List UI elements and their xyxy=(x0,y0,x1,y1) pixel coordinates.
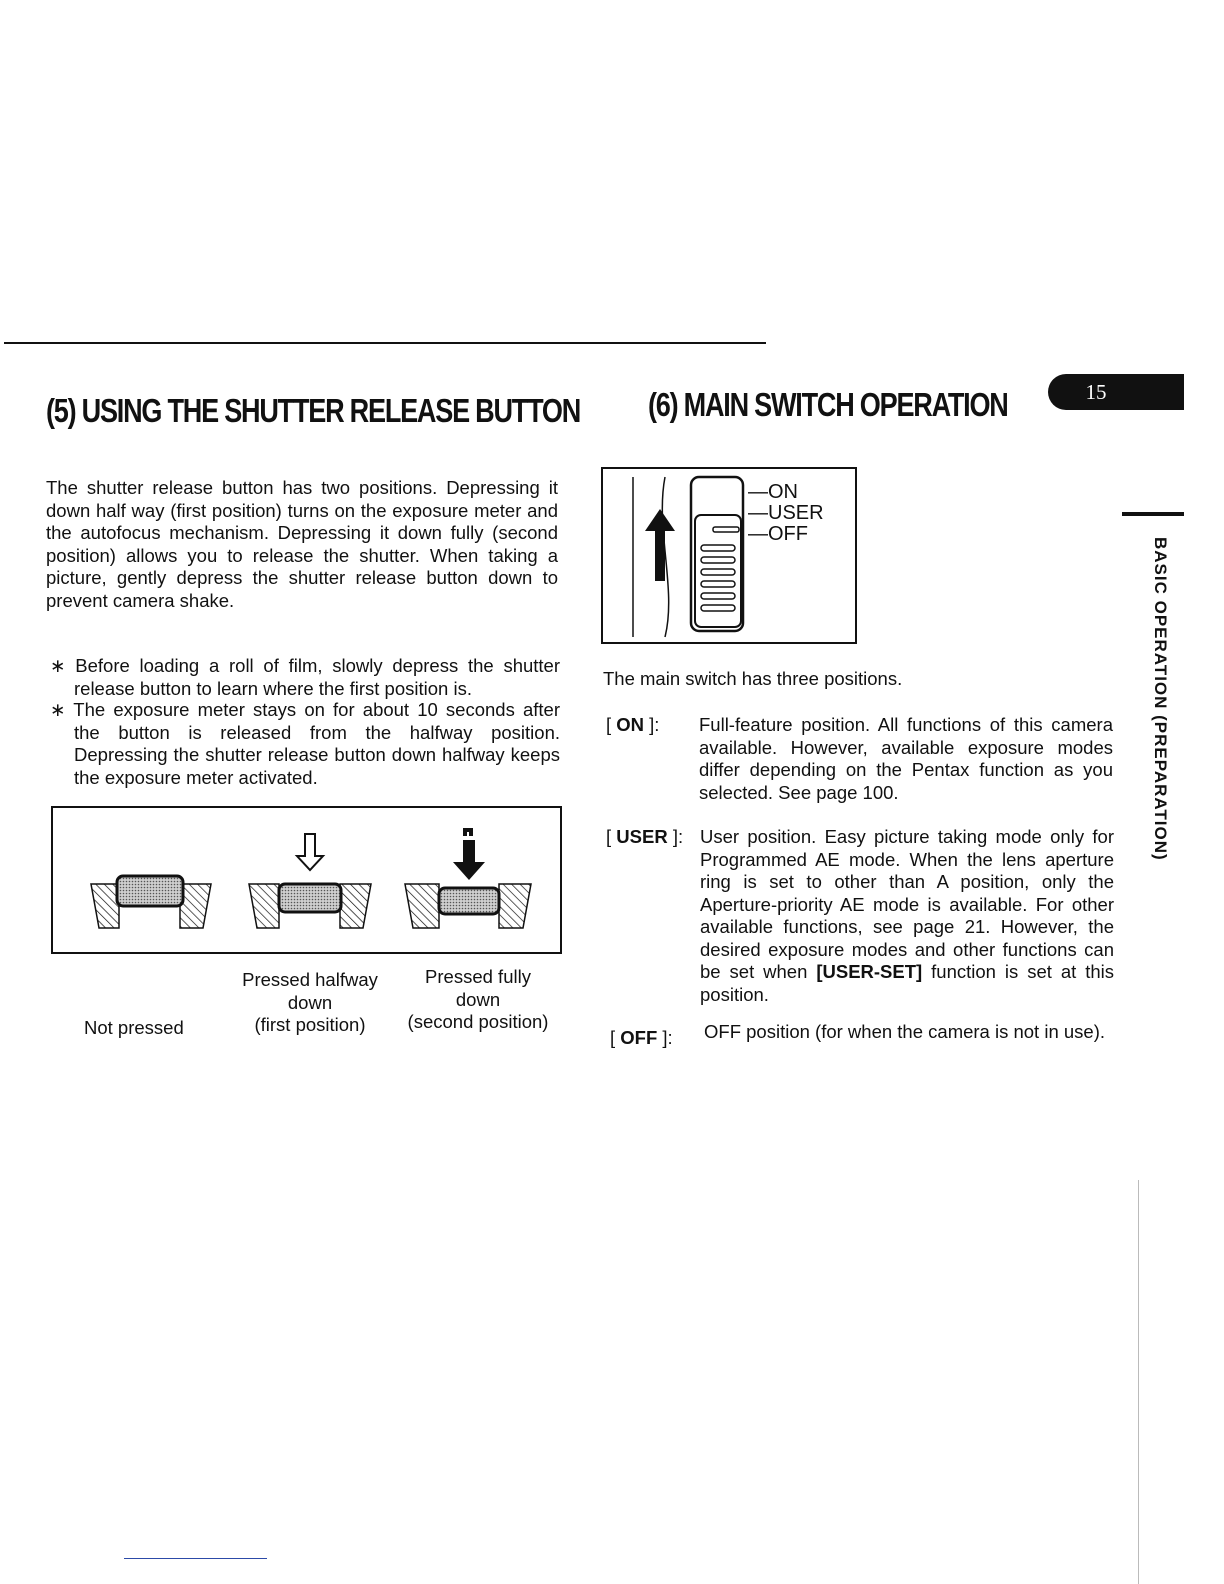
switch-position-labels xyxy=(748,482,824,545)
section6-intro: The main switch has three positions. xyxy=(603,668,903,689)
position-user-description xyxy=(700,826,1114,1006)
position-off-description: OFF position (for when the camera is not in use). xyxy=(704,1021,1106,1042)
caption-not-pressed: Not pressed xyxy=(84,1017,184,1038)
bracket-open: [ xyxy=(606,714,617,735)
caption-pressed-halfway xyxy=(226,969,394,1037)
caption-half-line-2: down xyxy=(287,991,333,1013)
section6-title: (6) MAIN SWITCH OPERATION xyxy=(648,386,1008,423)
position-user-key: USER xyxy=(616,826,668,847)
section5-title: (5) USING THE SHUTTER RELEASE BUTTON xyxy=(46,392,581,429)
caption-full-line-3: (second position) xyxy=(407,1011,549,1032)
bottom-rule xyxy=(124,1558,267,1559)
section5-note-1: ∗ Before loading a roll of film, slowly depress the shutter release button to learn where the first position is. xyxy=(50,655,560,699)
caption-half-line-3: (first position) xyxy=(254,1014,366,1035)
switch-label-off: —OFF xyxy=(748,523,808,545)
section5-note-2: ∗ The exposure meter stays on for about 10 seconds after the button is released from the halfway position. Depressing the shutter release button down halfway keeps the exposure meter activated. xyxy=(50,699,560,788)
bracket-close: ]: xyxy=(644,714,660,735)
caption-full-line-2: down xyxy=(455,988,501,1010)
section5-intro: The shutter release button has two positions. Depressing it down half way (first position) turns on the exposure meter and the autofocus mechanism. Depressing it down fully (second position) allows you to release the shutter. When taking a picture, gently depress the shutter release button down to prevent camera shake. xyxy=(46,477,558,611)
caption-full-line-1: Pressed fully xyxy=(425,966,531,987)
position-on-term xyxy=(606,714,659,737)
shutter-button-illustration xyxy=(53,808,560,952)
bracket-close: ]: xyxy=(667,826,684,847)
up-arrow-icon xyxy=(645,509,675,581)
position-user-term xyxy=(606,826,683,849)
switch-label-user: —USER xyxy=(748,502,824,524)
page-number: 15 xyxy=(1085,380,1107,404)
position-on-key: ON xyxy=(616,714,645,735)
position-off-term xyxy=(610,1027,673,1050)
bracket-close: ]: xyxy=(657,1027,673,1048)
bracket-open: [ xyxy=(610,1027,621,1048)
button-not-pressed-drawing xyxy=(91,876,211,928)
button-half-pressed-drawing xyxy=(249,834,371,928)
side-chapter-label: BASIC OPERATION (PREPARATION) xyxy=(1151,537,1170,861)
side-tab-bar xyxy=(1122,512,1184,516)
bracket-open: [ xyxy=(606,826,617,847)
position-on-description: Full-feature position. All functions of this camera available. However, available exposure modes differ depending on the Pentax function as you selected. See page 100. xyxy=(699,714,1113,803)
caption-half-line-1: Pressed halfway xyxy=(242,969,378,990)
caption-pressed-fully xyxy=(394,966,562,1034)
user-desc-text: User position. Easy picture taking mode only for Programmed AE mode. When the lens aperture ring is set to other than A position, only the Aperture-priority AE mode is available. For other available functions, see page 21. However, the desired exposure modes and other functions can be set when xyxy=(700,826,1114,982)
user-set-term: [USER-SET] xyxy=(816,961,923,982)
right-margin-rule xyxy=(1138,1180,1139,1584)
button-fully-pressed-drawing xyxy=(405,828,531,928)
top-rule xyxy=(4,342,766,344)
switch-label-on: —ON xyxy=(748,481,798,503)
position-off-key: OFF xyxy=(620,1027,658,1048)
shutter-button-figure xyxy=(51,806,562,954)
user-desc-tail: function is set at this position. xyxy=(700,961,1114,1005)
page-number-tab xyxy=(1048,374,1184,410)
